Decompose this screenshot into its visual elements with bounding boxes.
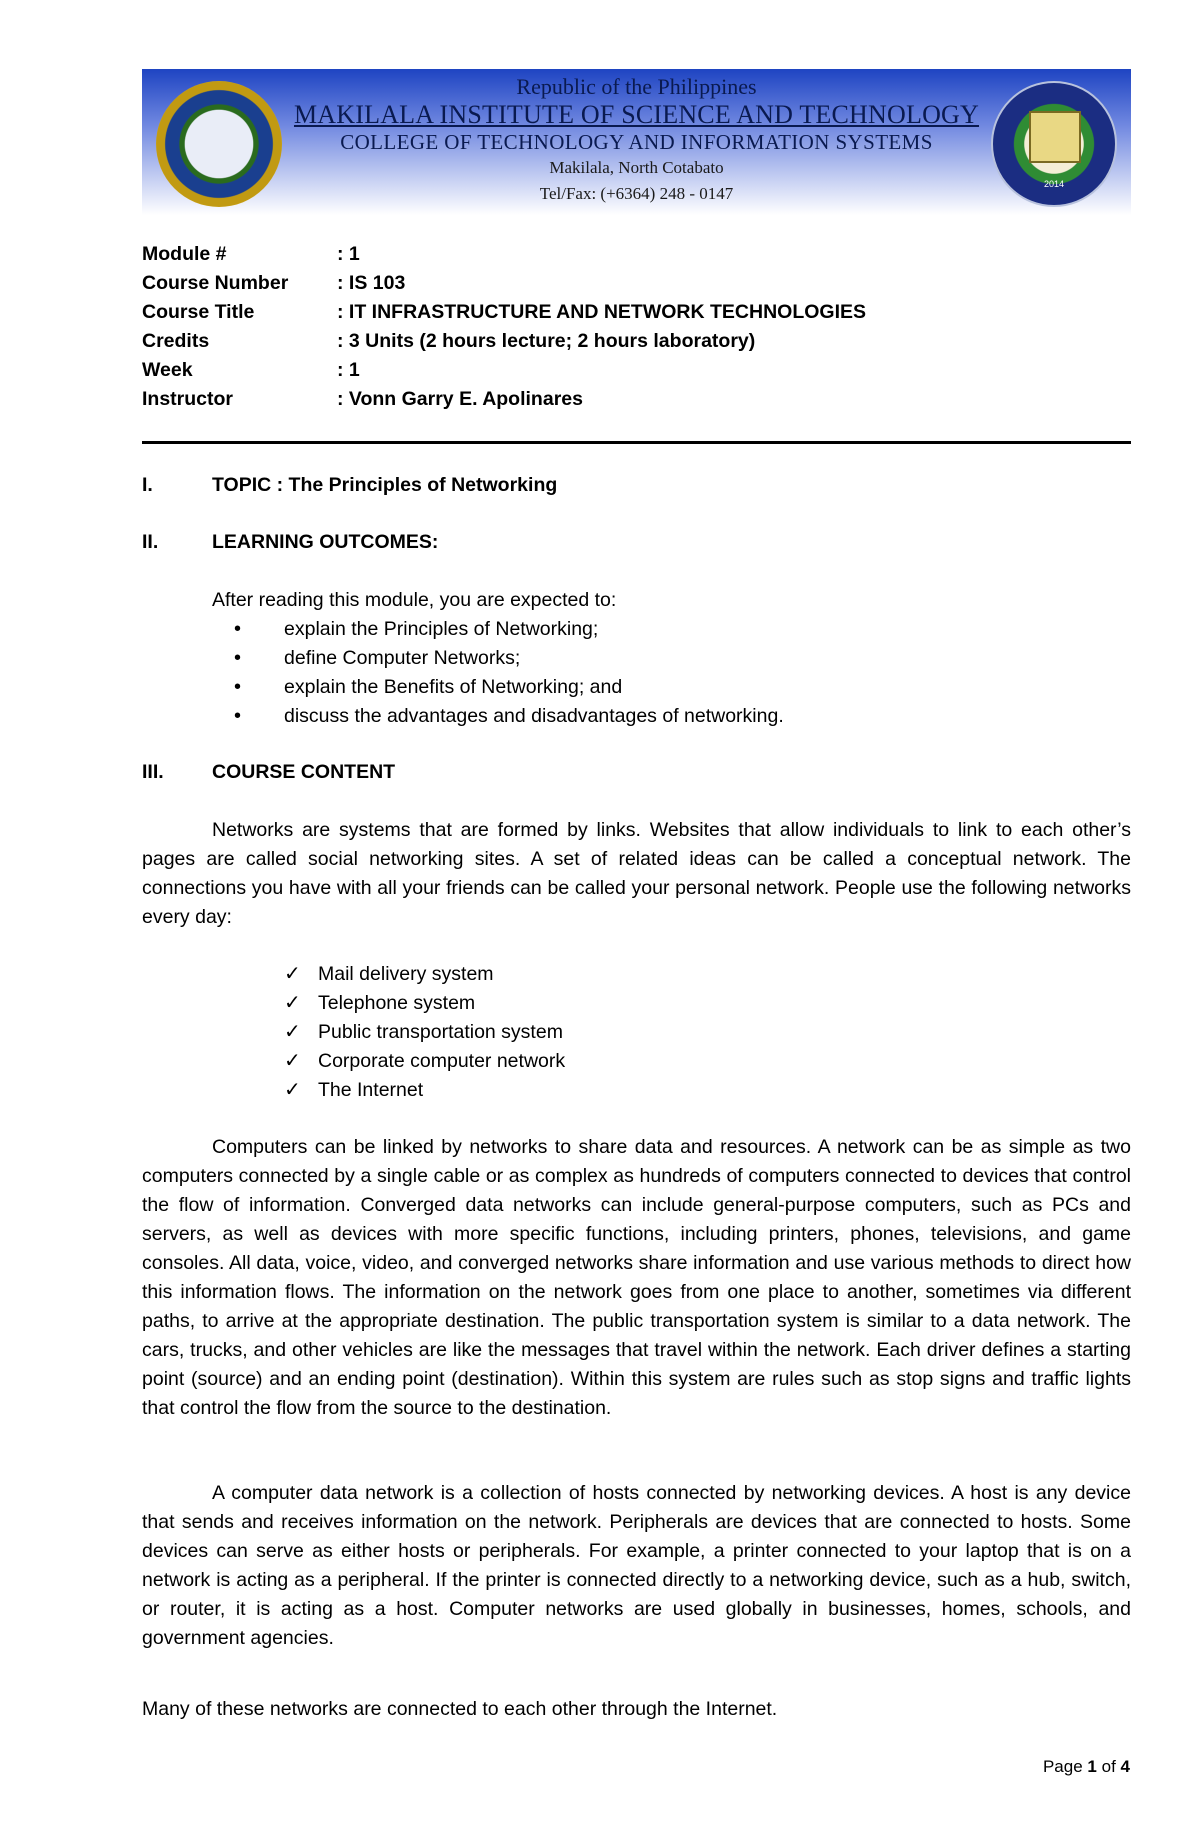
meta-label: Instructor: [142, 388, 234, 410]
college-name: COLLEGE OF TECHNOLOGY AND INFORMATION SYSTEMS: [340, 130, 933, 154]
page-word: Page: [1042, 1757, 1083, 1776]
meta-value: : 1: [337, 359, 360, 381]
section-topic: [142, 471, 557, 500]
checkmark-icon: ✓: [284, 1021, 301, 1043]
list-item-text: Mail delivery system: [318, 963, 494, 985]
outcomes-list: [212, 615, 784, 731]
address-line: Makilala, North Cotabato: [549, 158, 724, 177]
meta-row-course-title: [142, 298, 866, 327]
meta-value: : IT INFRASTRUCTURE AND NETWORK TECHNOLOGIES: [337, 301, 867, 323]
checkmark-icon: ✓: [284, 1050, 301, 1072]
paragraph-computers-linked: [142, 1133, 1131, 1423]
page-number: [1043, 1757, 1130, 1777]
paragraph-internet: Many of these networks are connected to each other through the Internet.: [142, 1698, 778, 1720]
list-item: • define Computer Networks;: [212, 644, 784, 673]
meta-row-course-number: [142, 269, 866, 298]
section-course-content: [142, 758, 395, 787]
current-page: 1: [1087, 1757, 1097, 1776]
checkmark-icon: ✓: [284, 1079, 301, 1101]
telfax-line: Tel/Fax: (+6364) 248 - 0147: [539, 184, 734, 203]
module-info: [142, 240, 866, 414]
list-item: [282, 1047, 565, 1076]
letterhead-banner: [142, 69, 1131, 215]
list-item: [282, 989, 565, 1018]
college-seal-shield: [1029, 111, 1081, 163]
college-seal-year: 2014: [1043, 179, 1065, 189]
list-item: • explain the Principles of Networking;: [212, 615, 784, 644]
meta-row-module: [142, 240, 866, 269]
list-item-text: The Internet: [318, 1079, 424, 1101]
section-title: LEARNING OUTCOMES:: [212, 531, 439, 553]
meta-label: Course Title: [142, 301, 255, 323]
letterhead-text: [292, 73, 981, 207]
section-title: TOPIC : The Principles of Networking: [212, 474, 558, 496]
section-number: III.: [142, 761, 164, 783]
meta-row-week: [142, 356, 866, 385]
meta-label: Module #: [142, 243, 227, 265]
list-item: [282, 1018, 565, 1047]
paragraph-data-network: [142, 1479, 1131, 1653]
list-item: • explain the Benefits of Networking; and: [212, 673, 784, 702]
paragraph-networks-intro: [142, 816, 1131, 932]
institute-seal-logo: [156, 81, 282, 207]
checkmark-icon: ✓: [284, 963, 301, 985]
meta-value: : Vonn Garry E. Apolinares: [337, 388, 583, 410]
paragraph-text: A computer data network is a collection of hosts connected by networking devices. A host is any device that sends and receives information on the network. Peripherals are devices that are connected to hosts. Some devices can serve as either hosts or peripherals. For example, a printer connected to your laptop that is on a network is acting as a peripheral. If the printer is connected directly to a networking device, such as a hub, switch, or router, it is acting as a host. Computer networks are used globally in businesses, homes, schools, and government agencies.: [142, 1482, 1131, 1649]
list-item-text: Public transportation system: [318, 1021, 563, 1043]
outcomes-intro: After reading this module, you are expected to:: [212, 589, 617, 611]
meta-row-instructor: [142, 385, 866, 414]
networks-checklist: [282, 960, 565, 1105]
header-divider: [142, 441, 1131, 444]
meta-row-credits: [142, 327, 866, 356]
paragraph-text: Computers can be linked by networks to share data and resources. A network can be as simple as two computers connected by a single cable or as complex as hundreds of computers connected to devices that control the flow of information. Converged data networks can include general-purpose computers, such as PCs and servers, as well as devices with more specific functions, including printers, phones, televisions, and game consoles. All data, voice, video, and converged networks share information and use various methods to direct how this information flows. The information on the network goes from one place to another, sometimes via different paths, to arrive at the appropriate destination. The public transportation system is similar to a data network. The cars, trucks, and other vehicles are like the messages that travel within the network. Each driver defines a starting point (source) and an ending point (destination). Within this system are rules such as stop signs and traffic lights that control the flow from the source to the destination.: [142, 1136, 1131, 1419]
list-item: • discuss the advantages and disadvantages of networking.: [212, 702, 784, 731]
institute-name: MAKILALA INSTITUTE OF SCIENCE AND TECHNOLOGY: [293, 100, 980, 129]
section-number: I.: [142, 474, 153, 496]
section-title: COURSE CONTENT: [212, 761, 396, 783]
list-item-text: Corporate computer network: [318, 1050, 566, 1072]
section-number: II.: [142, 531, 159, 553]
list-item-text: Telephone system: [318, 992, 476, 1014]
of-word: of: [1101, 1757, 1116, 1776]
list-item: [282, 1076, 565, 1105]
meta-value: : 3 Units (2 hours lecture; 2 hours laboratory): [337, 330, 756, 352]
meta-label: Course Number: [142, 272, 289, 294]
paragraph-text: Networks are systems that are formed by links. Websites that allow individuals to link to each other’s pages are called social networking sites. A set of related ideas can be called a conceptual network. The connections you have with all your friends can be called your personal network. People use the following networks every day:: [142, 819, 1131, 928]
total-pages: 4: [1120, 1757, 1130, 1776]
meta-label: Week: [142, 359, 193, 381]
meta-label: Credits: [142, 330, 210, 352]
republic-line: Republic of the Philippines: [516, 74, 757, 99]
section-learning-outcomes: [142, 528, 438, 557]
checkmark-icon: ✓: [284, 992, 301, 1014]
meta-value: : 1: [337, 243, 360, 265]
list-item: [282, 960, 565, 989]
meta-value: : IS 103: [337, 272, 406, 294]
college-seal-logo: [991, 81, 1117, 207]
